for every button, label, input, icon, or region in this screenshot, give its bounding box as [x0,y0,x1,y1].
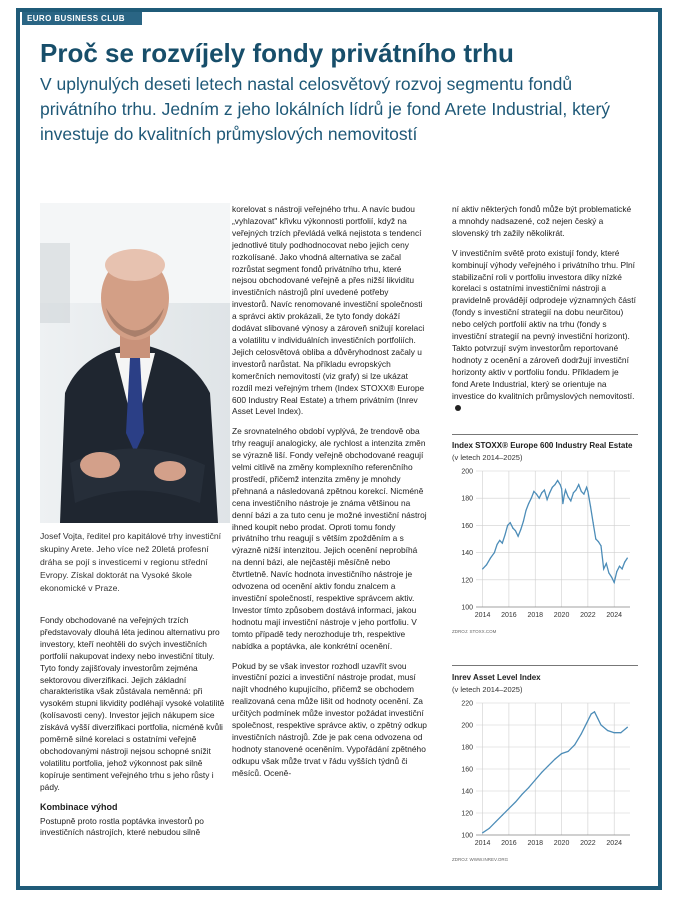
data-point [490,557,491,558]
paragraph: Fondy obchodované na veřejných trzích představovaly dlouhá léta jedinou alternativu pro investory, kteří neohtěli do svých investičních portfolií nakupovat indexy nebo investiční tituly. Tyto fondy zajišťovaly investorům zejména sektorovou diverzifikaci. Jejich základní charakteristika však zůstávala neměnná: při vysokém stupni likvidity podléhají vysoké volatilitě (kolísavosti ceny). Investor jejich nákupem sice získává vyšší diverzifikaci portfolia, nicméně kvůli poměrně silné korelaci s ostatními veřejně obchodovanými nástroji nejsou schopné snížit volatilitu portfolia, jehož výkonnost pak silně kopíruje sentiment veřejného trhu s jeho růsty i pády. [40,615,225,792]
data-point [536,494,537,495]
data-point [482,568,483,569]
chart-source: ZDROJ: STOXX.COM [452,629,497,634]
data-point [539,498,540,499]
data-point [614,582,615,583]
x-tick-label: 2014 [474,840,491,847]
data-point [608,572,609,573]
portrait-photo [40,203,230,523]
data-point [565,489,566,490]
data-point [510,522,511,523]
data-point [620,732,621,733]
data-point [587,491,588,492]
data-point [482,832,483,833]
data-point [515,801,516,802]
data-point [518,536,519,537]
x-tick-label: 2020 [553,612,570,619]
data-point [486,564,487,565]
end-mark-icon [455,405,461,411]
data-point [627,557,628,558]
paragraph: Ze srovnatelného období vyplývá, že trendově oba trhy reagují analogicky, ale rychlost a intenzita změn se výrazně liší. Fondy veřejně obchodované reagují velmi citlivě na změny komplexního referenčního prostředí, přičemž intenzita změny je mnohdy přehnaná a následovaná zpětnou korekcí. Nicméně cena investičního nástroje je známa většinou na denní bázi a za tuto cenu je možné investiční nástroj ihned koupit nebo prodat. Oproti tomu fondy privátního trhu reagují s větším zpožděním a s výrazně nižší intenzitou. Jejich ocenění neprobíhá na denní bázi, ale nejčastěji měsíčně nebo čtvrtletně. Navíc hodnota investičního nástroje je odvozena od ocenění aktiv fondu znalcem a investiční společností, respektive správcem aktiv. Investor tímto způsobem dostává informaci, jakou hodnotu mají investiční nástroje v jeho portfoliu. V tomto případě tedy nerozhoduje trh, respektive nabídka a poptávka, ale konkrétní ocenění. [232,426,427,651]
paragraph: Postupně proto rostla poptávka investorů po investičních nástrojích, které nebudou silně [40,815,204,838]
y-tick-label: 140 [461,550,473,558]
data-point [552,487,553,488]
data-point [606,563,607,564]
y-tick-label: 180 [461,495,473,503]
data-point [627,727,628,728]
x-tick-label: 2024 [606,840,622,847]
data-point [568,751,569,752]
paragraph [452,248,637,415]
x-tick-label: 2020 [553,840,570,847]
data-point [499,540,500,541]
data-point [548,765,549,766]
chart-divider [452,665,638,666]
article-title: Proč se rozvíjely fondy privátního trhu [40,38,514,68]
data-point [575,489,576,490]
data-point [607,730,608,731]
data-point [603,568,604,569]
data-point [574,744,575,745]
data-point [560,484,561,485]
y-tick-label: 200 [461,468,473,476]
photo-caption: Josef Vojta, ředitel pro kapitálové trhy investiční skupiny Arete. Jeho více než 20letá profesní dráha se pojí s investicemi v regionu střední Evropy. Získal doktorát na Vysoké škole ekonomické v Praze. [40,531,222,593]
series-line [483,481,628,583]
data-point [573,492,574,493]
x-tick-label: 2018 [527,840,544,847]
data-point [590,506,591,507]
data-point [504,534,505,535]
subheading: Kombinace výhod [40,801,118,812]
x-tick-label: 2022 [580,840,596,847]
chart-stoxx [452,440,638,634]
paragraph: korelovat s nástroji veřejného trhu. A navíc budou „vyhlazovat" křivku výkonnosti portfolií, když na veřejných trzích převládá velká nejistota s tendencí jednotlivé tituly podhodnocovat nebo jejich ceny rozkolísané. Jako vhodná alternativa se začal rozrůstat segment fondů privátního trhu, které nejsou obchodované veřejně a přes nižší likviditu investičních nástrojů plní uvedené potřeby investorů. Navíc renomované investiční společnosti a správci aktiv prokázali, že tyto fondy dokáží dodávat slibované výnosy a zároveň snižují korelaci a volatilitu v individuálních investičních portfoliích. Jejich celosvětová obliba a důvěryhodnost začaly u investorů narůstat. Na příkladu evropských komerčních nemovitostí (viz grafy) si lze ukázat rozdíl mezi veřejným trhem (Index STOXX® Europe 600 Industry Real Estate) a trhem privátním (Inrev Asset Level Index). [232,204,425,417]
chart-stoxx-plot [452,463,638,623]
x-tick-label: 2018 [527,612,544,619]
data-point [614,732,615,733]
data-point [586,487,587,488]
x-tick-label: 2016 [501,840,517,847]
column-2 [232,204,427,788]
chart-title: Inrev Asset Level Index [452,673,541,682]
x-tick-label: 2024 [606,612,622,619]
data-point [600,545,601,546]
data-point [489,828,490,829]
data-point [541,492,542,493]
data-point [521,794,522,795]
data-point [600,724,601,725]
data-point [554,484,555,485]
data-point [541,772,542,773]
data-point [591,713,592,714]
data-point [535,779,536,780]
data-point [508,808,509,809]
x-tick-label: 2016 [501,612,517,619]
y-tick-label: 140 [461,788,473,796]
data-point [581,491,582,492]
data-point [520,529,521,530]
data-point [531,498,532,499]
paragraph: Pokud by se však investor rozhodl uzavřít svou investiční pozici a investiční nástroje prodat, musí najít vhodného kupujícího, přičemž se obchodem realizovaná cena může lišit od hodnoty ocenění. Za určitých podmínek může investor požádat investiční společnost, respektive správce aktiv, o zpětný odkup investičních nástrojů. Zde je pak cena odvozena od hodnoty stanovené oceněním. Vypořádání zpětného odkupu však může trvat v řádu vyšších týdnů či měsíců. Oceně- [232,660,427,778]
data-point [595,538,596,539]
data-point [502,542,503,543]
data-point [619,566,620,567]
paragraph-text: V investičním světě proto existují fondy, které kombinují výhody veřejného i privátního trhu. Plní stabilizační roli v portfoliu investora díky nízké korelaci s ostatními investičními nástroji a pravidelně provádějí odprodeje významných částí (fondy s investiční strategií na dobu neurčitou) nebo celých portfolií aktiv na trhu (fondy s investiční strategií na pevný investiční horizont). Takto potvrzují svým investorům reportované hodnoty z ocenění a zároveň dodržují investiční horizonty aktiv v portfoliu fondu. Příkladem je fond Arete Industrial, který se orientuje na investice do kvalitních průmyslových nemovitostí. [452,247,636,401]
column-3 [452,204,637,422]
data-point [564,495,565,496]
data-point [624,562,625,563]
data-point [568,496,569,497]
data-point [523,521,524,522]
y-tick-label: 160 [461,522,473,530]
y-tick-label: 100 [461,832,473,840]
y-tick-label: 180 [461,744,473,752]
y-tick-label: 120 [461,810,473,818]
data-point [611,576,612,577]
x-tick-label: 2014 [474,612,491,619]
x-tick-label: 2022 [580,612,596,619]
y-tick-label: 120 [461,577,473,585]
data-point [544,489,545,490]
data-point [597,718,598,719]
article-lead: V uplynulých deseti letech nastal celosvětový rozvoj segmentu fondů privátního trhu. Jedním z jeho lokálních lídrů je fond Arete Industrial, který investuje do kvalitních průmyslových nemovitostí [40,74,611,144]
data-point [594,711,595,712]
chart-divider [452,434,638,435]
data-point [593,522,594,523]
data-point [616,571,617,572]
data-point [583,494,584,495]
data-point [554,759,555,760]
paragraph: ní aktiv některých fondů může být problematické a mnohdy nadsazené, což nejen český a slovenský trh zažily několikrát. [452,204,632,238]
data-point [528,787,529,788]
data-point [581,733,582,734]
data-point [533,491,534,492]
data-point [528,503,529,504]
data-point [598,541,599,542]
y-tick-label: 200 [461,722,473,730]
data-point [495,821,496,822]
data-point [496,544,497,545]
data-point [622,568,623,569]
data-point [512,528,513,529]
data-point [557,480,558,481]
data-point [546,499,547,500]
data-point [570,500,571,501]
chart-subtitle: (v letech 2014–2025) [452,453,523,462]
chart-title: Index STOXX® Europe 600 Industry Real Estate [452,441,633,450]
data-point [507,525,508,526]
section-tag: EURO BUSINESS CLUB [22,12,142,25]
y-tick-label: 160 [461,766,473,774]
data-point [515,530,516,531]
data-point [562,503,563,504]
chart-source: ZDROJ: WWW.INREV.ORG [452,857,509,862]
data-point [502,815,503,816]
data-point [578,484,579,485]
column-1 [40,615,230,847]
data-point [549,492,550,493]
data-point [587,720,588,721]
data-point [525,510,526,511]
data-point [561,753,562,754]
chart-inrev [452,672,638,862]
data-point [494,552,495,553]
series-line [483,712,628,833]
chart-subtitle: (v letech 2014–2025) [452,685,523,694]
data-point [561,488,562,489]
y-tick-label: 220 [461,700,473,708]
y-tick-label: 100 [461,604,473,612]
chart-inrev-plot [452,695,638,851]
